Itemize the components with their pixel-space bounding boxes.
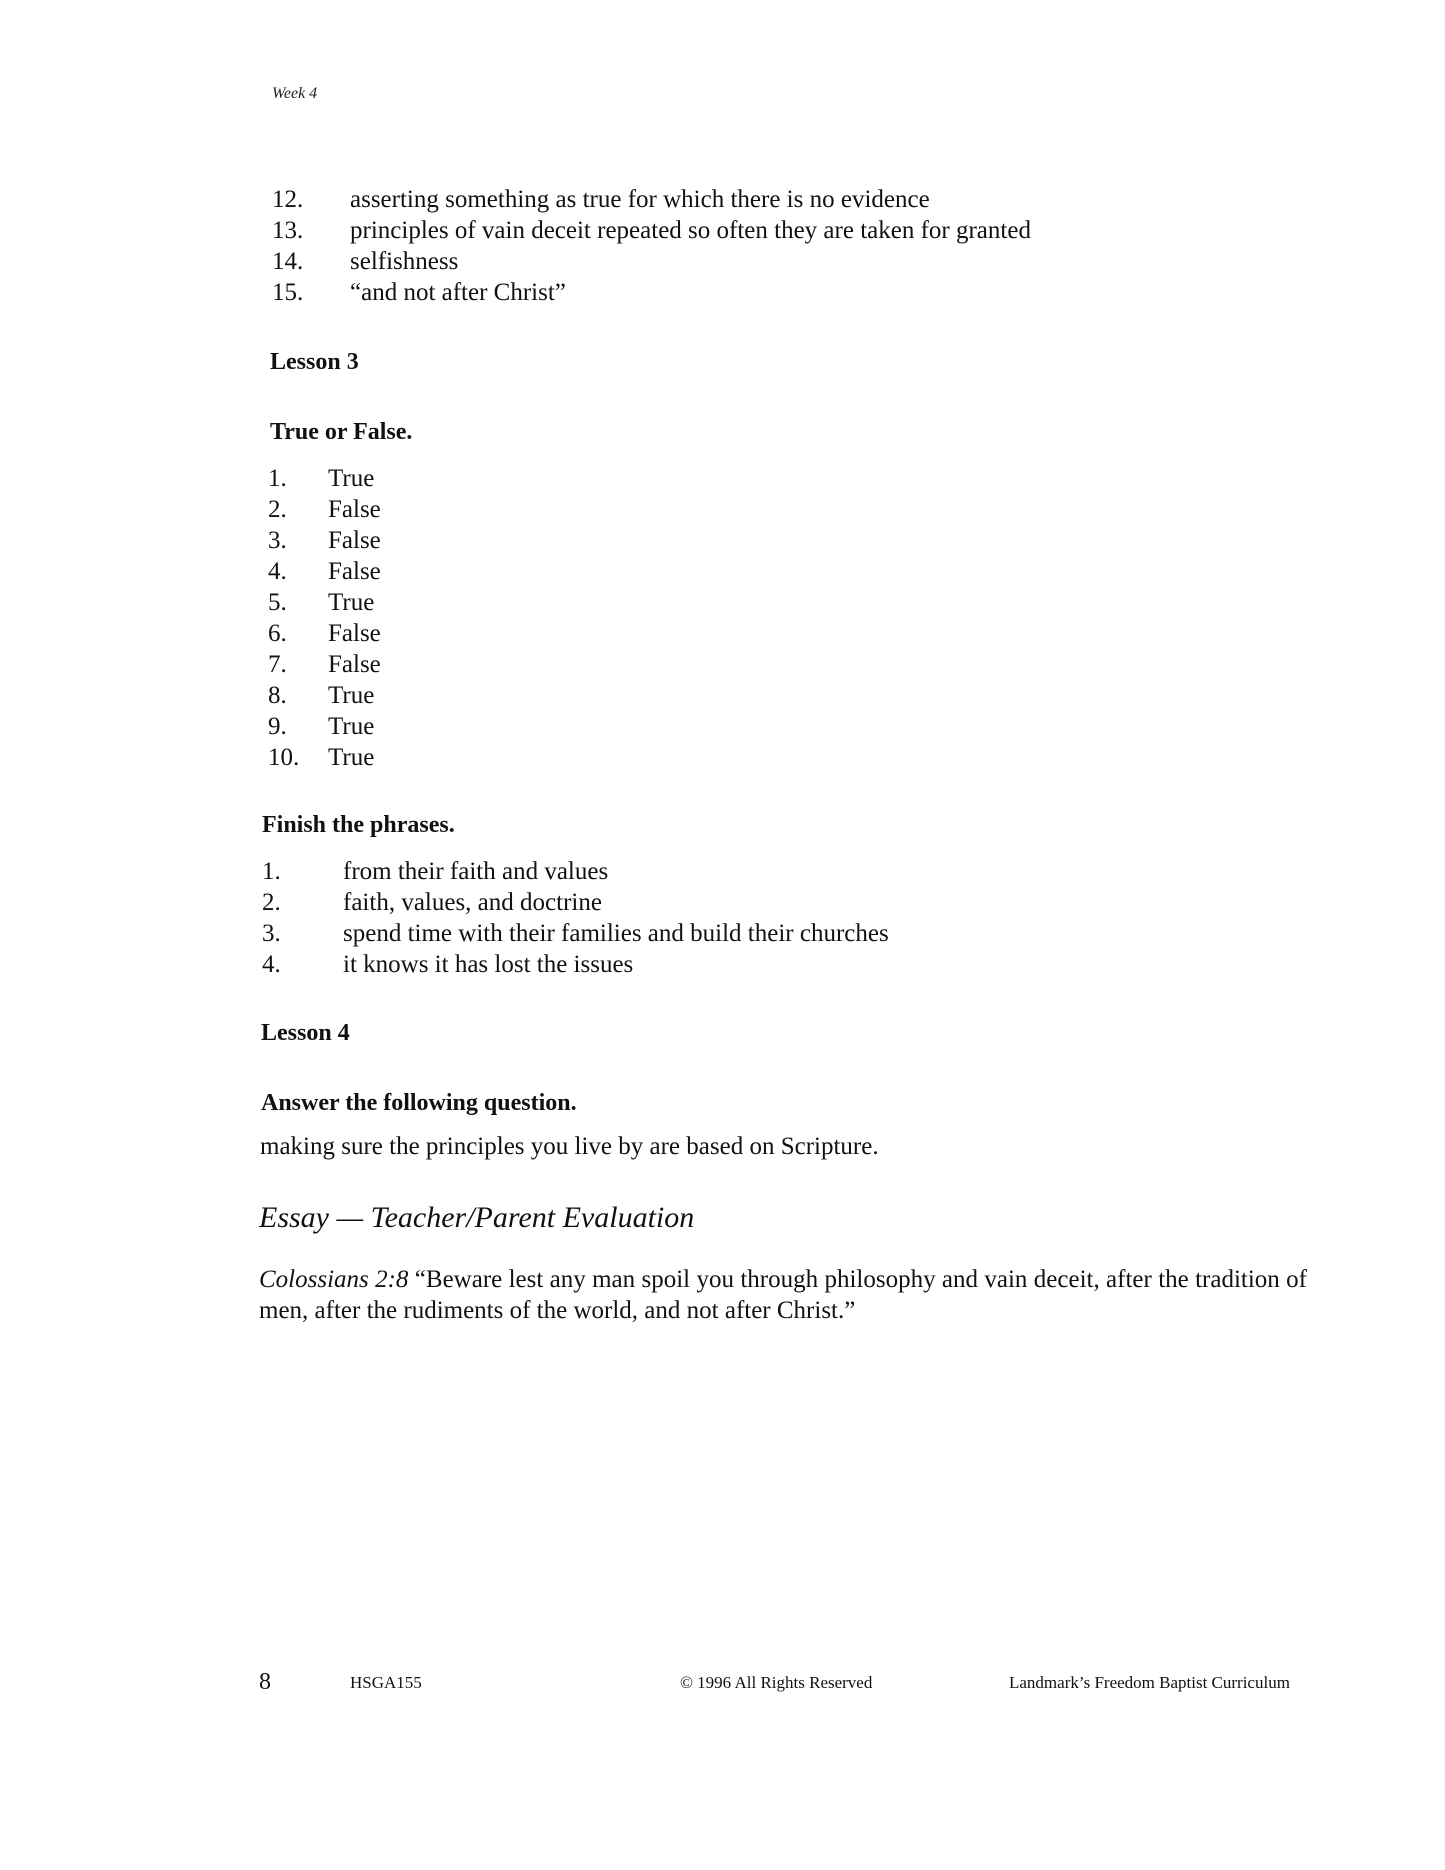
- list-item: [272, 277, 1031, 308]
- item-number: 8.: [268, 682, 287, 709]
- item-answer: False: [328, 496, 381, 523]
- lesson-4-answer: making sure the principles you live by are based on Scripture.: [260, 1133, 879, 1160]
- finish-phrases-heading: Finish the phrases.: [262, 812, 455, 838]
- item-number: 15.: [272, 279, 304, 306]
- item-text: “and not after Christ”: [350, 279, 566, 306]
- week-label: Week 4: [272, 85, 318, 102]
- continued-answer-list: [272, 184, 1031, 308]
- essay-title: Essay — Teacher/Parent Evaluation: [259, 1201, 695, 1234]
- list-item: [272, 215, 1031, 246]
- scripture-verse: [259, 1264, 1307, 1326]
- item-number: 5.: [268, 589, 287, 616]
- item-number: 7.: [268, 651, 287, 678]
- item-answer: False: [328, 651, 381, 678]
- item-answer: False: [328, 558, 381, 585]
- question-heading: Answer the following question.: [261, 1090, 577, 1116]
- item-number: 4.: [262, 951, 281, 978]
- item-text: principles of vain deceit repeated so often they are taken for granted: [350, 217, 1031, 244]
- list-item: [268, 649, 381, 680]
- list-item: [268, 711, 381, 742]
- item-text: faith, values, and doctrine: [343, 889, 602, 916]
- item-number: 6.: [268, 620, 287, 647]
- item-number: 14.: [272, 248, 304, 275]
- item-number: 4.: [268, 558, 287, 585]
- item-answer: True: [328, 682, 375, 709]
- true-false-list: [268, 463, 381, 773]
- item-answer: True: [328, 713, 375, 740]
- list-item: [268, 618, 381, 649]
- verse-reference: Colossians 2:8: [259, 1266, 409, 1293]
- item-answer: True: [328, 589, 375, 616]
- item-number: 1.: [262, 858, 281, 885]
- item-number: 2.: [268, 496, 287, 523]
- finish-phrases-list: [262, 856, 889, 980]
- list-item: [262, 887, 889, 918]
- item-number: 12.: [272, 186, 304, 213]
- item-number: 10.: [268, 744, 300, 771]
- page-number: 8: [259, 1669, 271, 1695]
- item-text: it knows it has lost the issues: [343, 951, 634, 978]
- lesson-4-heading: Lesson 4: [261, 1020, 350, 1046]
- item-answer: False: [328, 620, 381, 647]
- list-item: [268, 587, 381, 618]
- item-number: 2.: [262, 889, 281, 916]
- item-text: asserting something as true for which there is no evidence: [350, 186, 930, 213]
- lesson-3-heading: Lesson 3: [270, 349, 359, 375]
- item-answer: True: [328, 465, 375, 492]
- list-item: [268, 525, 381, 556]
- verse-text: “Beware lest any man spoil you through philosophy and vain deceit, after the tradition of men, after the rudiments of the world, and not after Christ.”: [259, 1266, 1307, 1324]
- item-text: selfishness: [350, 248, 459, 275]
- item-number: 3.: [268, 527, 287, 554]
- item-number: 13.: [272, 217, 304, 244]
- true-false-heading: True or False.: [270, 419, 413, 445]
- list-item: [268, 494, 381, 525]
- list-item: [268, 742, 381, 773]
- list-item: [272, 246, 1031, 277]
- item-answer: True: [328, 744, 375, 771]
- item-number: 9.: [268, 713, 287, 740]
- item-number: 1.: [268, 465, 287, 492]
- list-item: [262, 856, 889, 887]
- publisher-name: Landmark’s Freedom Baptist Curriculum: [1009, 1673, 1290, 1692]
- item-number: 3.: [262, 920, 281, 947]
- item-answer: False: [328, 527, 381, 554]
- list-item: [268, 680, 381, 711]
- course-code: HSGA155: [350, 1673, 422, 1692]
- item-text: from their faith and values: [343, 858, 609, 885]
- copyright-notice: © 1996 All Rights Reserved: [680, 1673, 873, 1692]
- list-item: [268, 556, 381, 587]
- list-item: [272, 184, 1031, 215]
- item-text: spend time with their families and build their churches: [343, 920, 889, 947]
- list-item: [262, 949, 889, 980]
- list-item: [268, 463, 381, 494]
- list-item: [262, 918, 889, 949]
